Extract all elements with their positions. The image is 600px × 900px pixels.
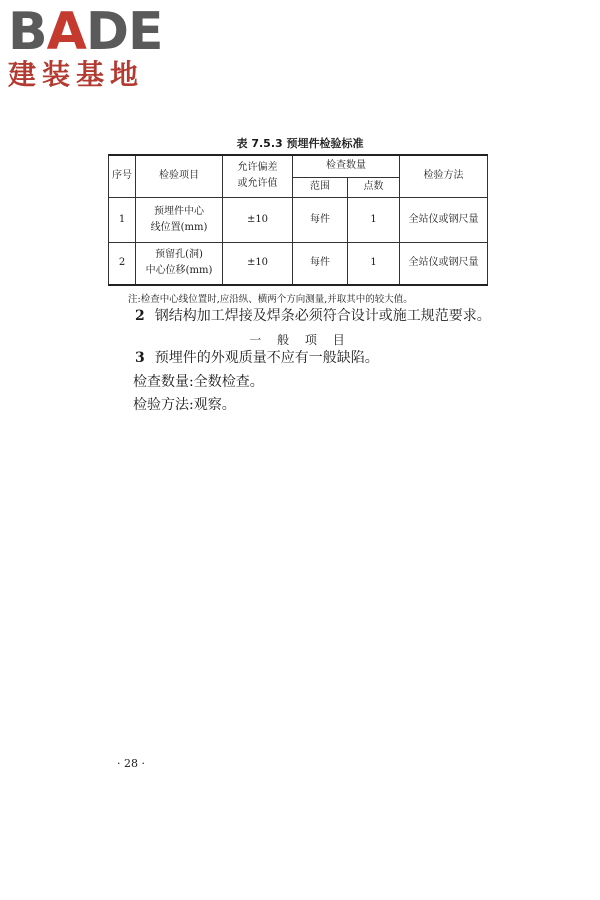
table-note: 注:检查中心线位置时,应沿纵、横两个方向测量,并取其中的较大值。: [128, 294, 413, 305]
cell-range: 每件: [293, 197, 348, 242]
logo-letters-de: DE: [85, 2, 163, 62]
cell-range: 每件: [293, 242, 348, 285]
header-tolerance-line1: 允许偏差: [237, 162, 278, 174]
check-method-line: 检验方法:观察。: [133, 397, 236, 413]
table-header-row-1: [109, 155, 488, 177]
cell-item-line1: 预留孔(洞): [155, 249, 203, 261]
table-title: 表 7.5.3 预埋件检验标准: [236, 137, 364, 150]
paragraph-3-number: 3: [135, 350, 145, 366]
cell-item: [136, 197, 223, 242]
cell-method: 全站仪或钢尺量: [400, 242, 488, 285]
cell-no: 2: [109, 242, 136, 285]
cell-method: 全站仪或钢尺量: [400, 197, 488, 242]
check-quantity-line: 检查数量:全数检查。: [133, 374, 264, 390]
cell-item: [136, 242, 223, 285]
table-row: [109, 242, 488, 285]
cell-tolerance: ±10: [223, 197, 293, 242]
header-method: 检验方法: [400, 155, 488, 197]
header-points: 点数: [348, 177, 400, 197]
logo-letter-a: A: [46, 2, 86, 62]
paragraph-2-text: 钢结构加工焊接及焊条必须符合设计或施工规范要求。: [154, 308, 491, 324]
cell-item-line2: 中心位移(mm): [145, 265, 213, 277]
paragraph-2-number: 2: [135, 308, 145, 324]
header-tolerance: [223, 155, 293, 197]
bade-logo: [8, 4, 183, 92]
paragraph-2: [135, 307, 491, 325]
cell-tolerance: ±10: [223, 242, 293, 285]
header-item: 检验项目: [136, 155, 223, 197]
header-tolerance-line2: 或允许值: [237, 178, 278, 190]
inspection-standard-table: [108, 154, 488, 286]
logo-subtitle: 建装基地: [8, 58, 145, 91]
logo-wordmark: [8, 4, 183, 60]
paragraph-3: [135, 349, 379, 367]
cell-item-line2: 线位置(mm): [150, 221, 208, 233]
page-number: · 28 ·: [117, 757, 145, 770]
cell-item-line1: 预埋件中心: [154, 205, 204, 217]
header-range: 范围: [293, 177, 348, 197]
cell-no: 1: [109, 197, 136, 242]
cell-points: 1: [348, 197, 400, 242]
header-no: 序号: [109, 155, 136, 197]
paragraph-3-text: 预埋件的外观质量不应有一般缺陷。: [154, 350, 379, 366]
section-heading: 一 般 项 目: [249, 333, 351, 347]
cell-points: 1: [348, 242, 400, 285]
table-row: [109, 197, 488, 242]
logo-letter-b: B: [8, 2, 47, 62]
header-quantity: 检查数量: [293, 155, 400, 177]
